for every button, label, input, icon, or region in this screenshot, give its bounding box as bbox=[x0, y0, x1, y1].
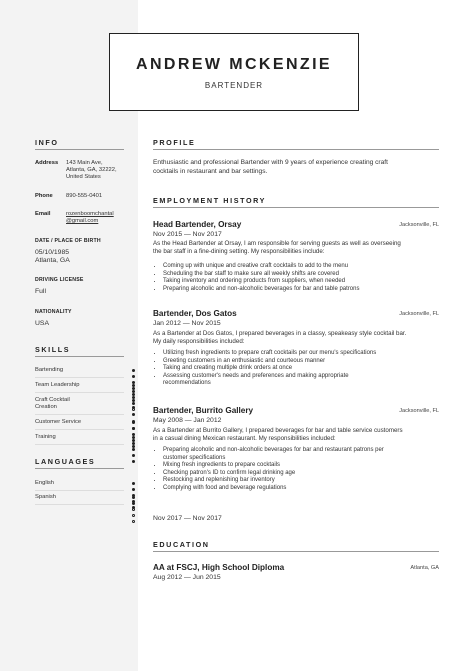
address-label: Address bbox=[35, 160, 59, 166]
level-dot-filled bbox=[132, 413, 135, 416]
skill-divider bbox=[35, 429, 124, 430]
address-line-1: 143 Main Ave, bbox=[66, 160, 103, 166]
skill-name: Bartending bbox=[35, 367, 64, 373]
email-line-1: rozenboomchantal bbox=[66, 211, 114, 217]
level-dot-filled bbox=[132, 496, 135, 499]
bullet-item: • Scheduling the bar staff to make sure all weekly shifts are covered bbox=[163, 271, 438, 279]
level-dot-filled bbox=[132, 448, 135, 451]
email-line-2: @gmail.com bbox=[66, 218, 99, 225]
skills-rule bbox=[35, 356, 124, 357]
language-name: English bbox=[35, 480, 55, 486]
info-heading: INFO bbox=[35, 138, 59, 147]
address-line-2: Atlanta, GA, 32222, bbox=[66, 167, 117, 174]
nationality-value: USA bbox=[35, 320, 49, 327]
job-desc-line: As a Bartender at Burrito Gallery, I prepared beverages for bar and table service customers bbox=[153, 427, 403, 434]
bullet-item: • Taking and creating multiple drink orders at once bbox=[163, 365, 438, 373]
level-dot-filled bbox=[132, 482, 135, 485]
job-description bbox=[153, 240, 401, 256]
info-rule bbox=[35, 149, 124, 150]
bullet-item: • Utilizing fresh ingredients to prepare craft cocktails per our menu's specifications bbox=[163, 350, 438, 358]
language-divider bbox=[35, 504, 124, 505]
job-dates: Jan 2012 — Nov 2015 bbox=[153, 320, 221, 327]
level-dot-filled bbox=[132, 460, 135, 463]
job-title: Head Bartender, Orsay bbox=[153, 220, 242, 229]
profile-line: Enthusiastic and professional Bartender with 9 years of experience creating craft bbox=[153, 159, 388, 166]
phone-label: Phone bbox=[35, 193, 53, 199]
bullet-item: • Taking inventory and ordering products from suppliers, when needed bbox=[163, 278, 438, 286]
education-heading: EDUCATION bbox=[153, 540, 210, 549]
job-location: Jacksonville, FL bbox=[399, 408, 439, 414]
education-degree: AA at FSCJ, High School Diploma bbox=[153, 563, 285, 572]
level-dot-filled bbox=[132, 406, 135, 409]
nationality-label: NATIONALITY bbox=[35, 309, 72, 315]
level-dot-filled bbox=[132, 390, 135, 393]
email-link[interactable] bbox=[66, 211, 114, 225]
level-dot-filled bbox=[132, 399, 135, 402]
skills-heading: SKILLS bbox=[35, 345, 71, 354]
skill-level-dots bbox=[132, 435, 137, 465]
job-description bbox=[153, 427, 403, 443]
extra-dates: Nov 2017 — Nov 2017 bbox=[153, 515, 222, 522]
level-dot-filled bbox=[132, 436, 135, 439]
skill-row bbox=[35, 434, 125, 440]
job-title: Bartender, Burrito Gallery bbox=[153, 406, 254, 415]
level-dot-empty bbox=[132, 520, 135, 523]
skill-name: Customer Service bbox=[35, 419, 82, 425]
job-bullets bbox=[153, 447, 438, 493]
job-desc-line: My daily responsibilities included: bbox=[153, 338, 245, 345]
dob-value: 05/10/1985 bbox=[35, 249, 70, 256]
skill-row bbox=[35, 419, 125, 425]
education-rule bbox=[153, 551, 439, 552]
skill-divider bbox=[35, 414, 124, 415]
bullet-item: • Greeting customers in an enthusiastic and courteous manner bbox=[163, 358, 438, 366]
license-value: Full bbox=[35, 288, 46, 295]
level-dot-filled bbox=[132, 502, 135, 505]
level-dot-filled bbox=[132, 384, 135, 387]
candidate-role: BARTENDER bbox=[204, 81, 264, 90]
profile-line: cocktails in restaurant and bar settings. bbox=[153, 167, 268, 175]
bullet-item: • Preparing alcoholic and non-alcoholic beverages for bar and restaurant patrons per bbox=[163, 447, 438, 455]
skill-name: Craft Cocktail Creation bbox=[35, 397, 70, 410]
level-dot-filled bbox=[132, 488, 135, 491]
employment-rule bbox=[153, 207, 439, 208]
skill-divider bbox=[35, 377, 124, 378]
bullet-item: • Complying with food and beverage regulations bbox=[163, 485, 438, 493]
address-value bbox=[66, 160, 117, 182]
level-dot-filled bbox=[132, 375, 135, 378]
bullet-item: • Restocking and replenishing bar inventory bbox=[163, 477, 438, 485]
job-title: Bartender, Dos Gatos bbox=[153, 309, 237, 318]
profile-heading: PROFILE bbox=[153, 138, 196, 147]
bullet-item-continued: customer specifications bbox=[163, 454, 226, 461]
bullet-item-continued: recommendations bbox=[163, 380, 211, 387]
job-desc-line: in a casual dining Mexican restaurant. My responsibilities included: bbox=[153, 435, 336, 442]
skill-row bbox=[35, 382, 125, 388]
pob-value: Atlanta, GA bbox=[35, 257, 70, 264]
job-desc-line: the bar staff in a fine-dining setting. My responsibilities include: bbox=[153, 248, 325, 255]
license-label: DRIVING LICENSE bbox=[35, 277, 84, 283]
skill-row bbox=[35, 367, 125, 373]
skill-name: Training bbox=[35, 434, 56, 440]
job-description bbox=[153, 330, 406, 346]
language-name: Spanish bbox=[35, 494, 56, 500]
level-dot-filled bbox=[132, 442, 135, 445]
skill-row bbox=[35, 397, 125, 411]
employment-heading: EMPLOYMENT HISTORY bbox=[153, 196, 267, 205]
job-dates: May 2008 — Jan 2012 bbox=[153, 417, 222, 424]
bullet-item: • Assessing customer's needs and preferences and making appropriate bbox=[163, 373, 438, 381]
languages-rule bbox=[35, 468, 124, 469]
job-location: Jacksonville, FL bbox=[399, 222, 439, 228]
candidate-name: ANDREW MCKENZIE bbox=[136, 56, 332, 73]
job-bullets bbox=[153, 350, 438, 388]
dob-label: DATE / PLACE OF BIRTH bbox=[35, 238, 101, 244]
bullet-item: • Coming up with unique and creative craft cocktails to add to the menu bbox=[163, 263, 438, 271]
bullet-item: • Mixing fresh ingredients to prepare cocktails bbox=[163, 462, 438, 470]
level-dot-empty bbox=[132, 508, 135, 511]
skill-name: Team Leadership bbox=[35, 382, 80, 388]
job-bullets bbox=[153, 263, 438, 293]
level-dot-filled bbox=[132, 421, 135, 424]
name-header-box bbox=[109, 33, 359, 111]
level-dot-empty bbox=[132, 514, 135, 517]
language-row bbox=[35, 480, 125, 486]
language-row bbox=[35, 494, 125, 500]
job-location: Jacksonville, FL bbox=[399, 311, 439, 317]
education-dates: Aug 2012 — Jun 2015 bbox=[153, 574, 221, 581]
job-desc-line: As a Bartender at Dos Gatos, I prepared beverages in a classy, speakeasy style cocktail bar. bbox=[153, 330, 407, 337]
job-dates: Nov 2015 — Nov 2017 bbox=[153, 231, 222, 238]
language-level-dots bbox=[132, 495, 137, 525]
level-dot-filled bbox=[132, 427, 135, 430]
email-label: Email bbox=[35, 211, 51, 217]
level-dot-filled bbox=[132, 369, 135, 372]
skill-divider bbox=[35, 392, 124, 393]
language-divider bbox=[35, 490, 124, 491]
languages-heading: LANGUAGES bbox=[35, 457, 96, 466]
bullet-item: • Preparing alcoholic and non-alcoholic beverages for bar and table patrons bbox=[163, 286, 438, 294]
address-line-3: United States bbox=[66, 174, 101, 181]
profile-text bbox=[153, 159, 388, 177]
education-location: Atlanta, GA bbox=[410, 565, 439, 571]
level-dot-filled bbox=[132, 454, 135, 457]
profile-rule bbox=[153, 149, 439, 150]
skill-divider bbox=[35, 444, 124, 445]
job-desc-line: As the Head Bartender at Orsay, I am responsible for serving guests as well as overseeing bbox=[153, 240, 401, 247]
phone-value: 890-555-0401 bbox=[66, 193, 103, 199]
bullet-item: • Checking patron's ID to confirm legal drinking age bbox=[163, 470, 438, 478]
